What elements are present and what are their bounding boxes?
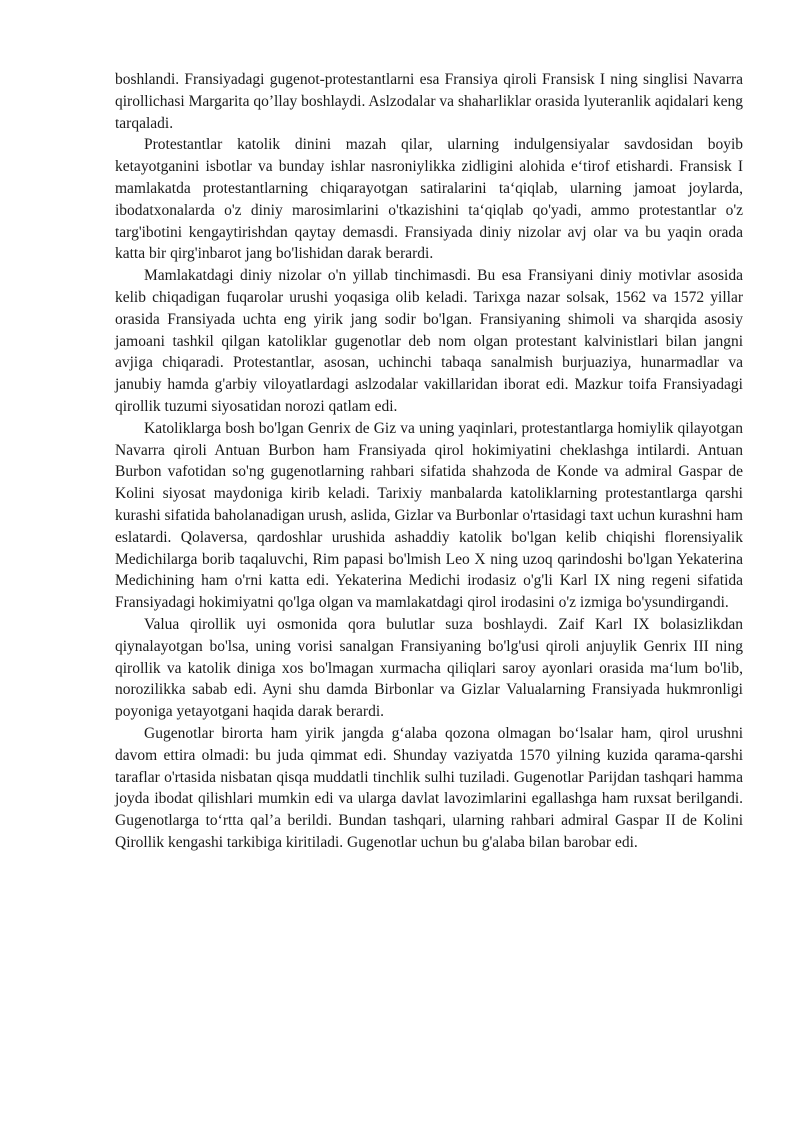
paragraph-continuation: boshlandi. Fransiyadagi gugenot-protestantlarni esa Fransiya qiroli Fransisk I ning singlisi Navarra qirollichasi Margarita qo’llay boshlaydi. Aslzodalar va shaharliklar orasida lyuteranlik aqidalari keng tarqaladi. (115, 71, 743, 132)
paragraph-valois-house: Valua qirollik uyi osmonida qora bulutlar suza boshlaydi. Zaif Karl IX bolasizlikdan qiynalayotgan bo'lsa, uning vorisi sanalgan Fransiyaning bo'lg'usi qiroli anjuylik Genrix III ning qirollik va katolik diniga xos bo'lmagan xurmacha qiliqlari saroy ayonlari orasida ma‘lum bo'lib, norozilikka sabab edi. Ayni shu damda Birbonlar va Gizlar Valualarning Fransiyada hukmronligi poyoniga yetayotgani haqida darak berardi. (115, 615, 743, 721)
paragraph-religious-conflicts: Mamlakatdagi diniy nizolar o'n yillab tinchimasdi. Bu esa Fransiyani diniy motivlar asosida kelib chiqadigan fuqarolar urushi yoqasiga olib keladi. Tarixga nazar solsak, 1562 va 1572 yillar orasida Fransiyada uchta eng yirik jang sodir bo'lgan. Fransiyaning shimoli va sharqida asosiy jamoani tashkil qilgan katoliklar gugenotlar deb nom olgan protestant kalvinistlari bilan jangni avjiga chiqaradi. Protestantlar, asosan, uchinchi tabaqa sanalmish burjuaziya, hunarmadlar va janubiy hamda g'arbiy viloyatlardagi aslzodalar vakillaridan iborat edi. Mazkur toifa Fransiyadagi qirollik tuzumi siyosatidan norozi qatlam edi. (115, 267, 743, 415)
document-page (115, 69, 743, 854)
paragraph-huguenots-peace: Gugenotlar birorta ham yirik jangda g‘alaba qozona olmagan bo‘lsalar ham, qirol urushni davom ettira olmadi: bu juda qimmat edi. Shunday vaziyatda 1570 yilning kuzida qarama-qarshi taraflar o'rtasida nisbatan qisqa muddatli tinchlik sulhi tuziladi. Gugenotlar Parijdan tashqari hamma joyda ibodat qilishlari mumkin edi va ularga davlat lavozimlarini egallashga ham ruxsat berilgandi. Gugenotlarga to‘rtta qal’a berildi. Bundan tashqari, ularning rahbari admiral Gaspar II de Kolini Qirollik kengashi tarkibiga kiritiladi. Gugenotlar uchun bu g'alaba bilan barobar edi. (115, 724, 743, 851)
paragraph-catholics-leaders: Katoliklarga bosh bo'lgan Genrix de Giz va uning yaqinlari, protestantlarga homiylik qilayotgan Navarra qiroli Antuan Burbon ham Fransiyada qirol hokimiyatini cheklashga intilardi. Antuan Burbon vafotidan so'ng gugenotlarning rahbari sifatida shahzoda de Konde va admiral Gaspar de Kolini siyosat maydoniga kirib keladi. Tarixiy manbalarda katoliklarning protestantlarga qarshi kurashi sifatida baholanadigan urush, aslida, Gizlar va Burbonlar o'rtasidagi taxt uchun kurashni ham eslatardi. Qolaversa, qardoshlar urushida ashaddiy katolik bo'lgan kelib chiqishi florensiyalik Medichilarga borib taqaluvchi, Rim papasi bo'lmish Leo X ning uzoq qarindoshi bo'lgan Yekaterina Medichining ham o'rni katta edi. Yekaterina Medichi irodasiz o'g'li Karl IX ning regeni sifatida Fransiyadagi hokimiyatni qo'lga olgan va mamlakatdagi qirol irodasini o'z izmiga bo'ysundirgandi. (115, 419, 743, 612)
paragraph-protestants: Protestantlar katolik dinini mazah qilar, ularning indulgensiyalar savdosidan boyib ketayotganini isbotlar va bunday ishlar nasroniylikka zidligini alohida e‘tirof etishardi. Fransisk I mamlakatda protestantlarning chiqarayotgan satiralarini ta‘qiqlab, ularning jamoat joylarda, ibodatxonalarda o'z diniy marosimlarini o'tkazishini ta‘qiqlab qo'yadi, ammo protestantlar o'z targ'ibotini kengaytirishdan qaytay demasdi. Fransiyada diniy nizolar avj olar va bu yaqin orada katta bir qirg'inbarot jang bo'lishidan darak berardi. (115, 136, 743, 263)
